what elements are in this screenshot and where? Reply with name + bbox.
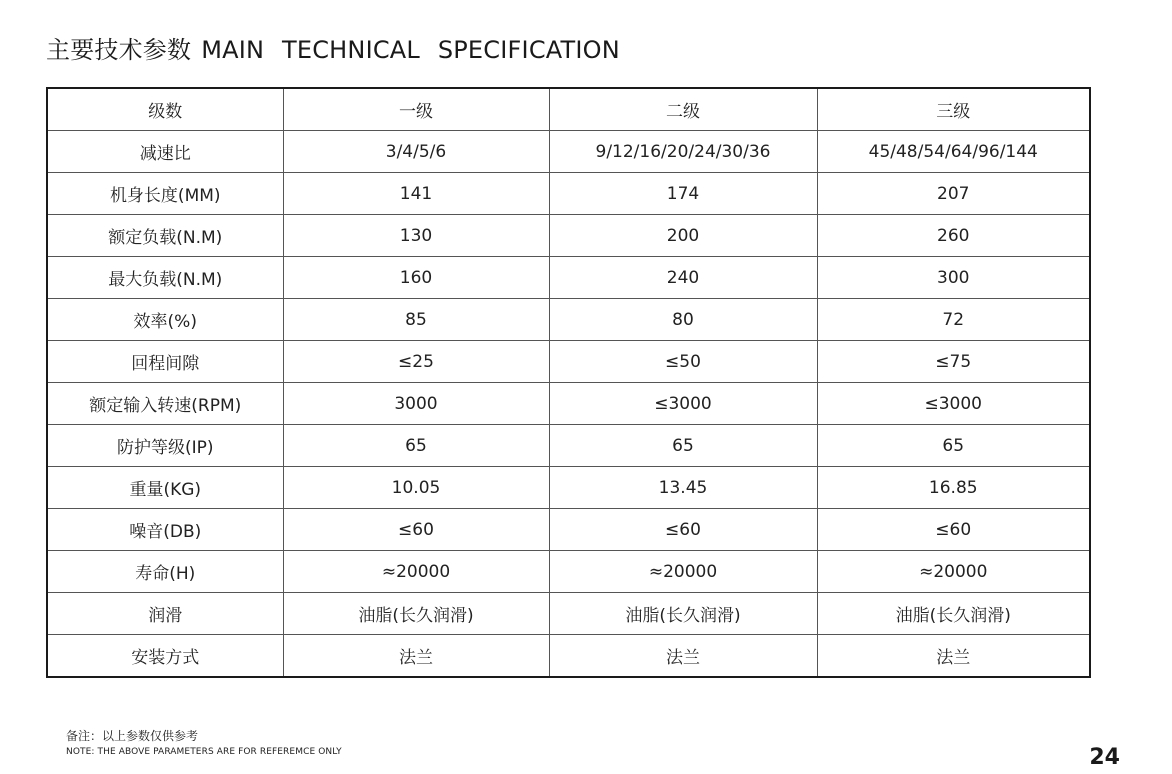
value-stage-1: 130 bbox=[283, 215, 549, 257]
value-stage-3: 法兰 bbox=[817, 635, 1090, 678]
header-stage-1: 一级 bbox=[283, 88, 549, 131]
table-header-row bbox=[47, 88, 1090, 131]
table-row bbox=[47, 131, 1090, 173]
value-stage-3: 45/48/54/64/96/144 bbox=[817, 131, 1090, 173]
table-row bbox=[47, 215, 1090, 257]
value-stage-1: 141 bbox=[283, 173, 549, 215]
title-english: MAIN TECHNICAL SPECIFICATION bbox=[201, 36, 620, 64]
value-stage-2: 65 bbox=[549, 425, 817, 467]
param-label: 减速比 bbox=[47, 131, 283, 173]
value-stage-1: 油脂(长久润滑) bbox=[283, 593, 549, 635]
table-row bbox=[47, 509, 1090, 551]
param-label: 额定输入转速(RPM) bbox=[47, 383, 283, 425]
value-stage-1: ≤25 bbox=[283, 341, 549, 383]
value-stage-2: 9/12/16/20/24/30/36 bbox=[549, 131, 817, 173]
value-stage-2: ≈20000 bbox=[549, 551, 817, 593]
value-stage-1: 85 bbox=[283, 299, 549, 341]
value-stage-3: ≤3000 bbox=[817, 383, 1090, 425]
value-stage-3: 72 bbox=[817, 299, 1090, 341]
spec-table bbox=[46, 87, 1091, 678]
header-stage-2: 二级 bbox=[549, 88, 817, 131]
value-stage-3: 207 bbox=[817, 173, 1090, 215]
value-stage-3: 300 bbox=[817, 257, 1090, 299]
value-stage-3: 16.85 bbox=[817, 467, 1090, 509]
header-stage: 级数 bbox=[47, 88, 283, 131]
value-stage-2: 80 bbox=[549, 299, 817, 341]
value-stage-3: ≤75 bbox=[817, 341, 1090, 383]
value-stage-3: 260 bbox=[817, 215, 1090, 257]
header-stage-3: 三级 bbox=[817, 88, 1090, 131]
param-label: 重量(KG) bbox=[47, 467, 283, 509]
table-row bbox=[47, 173, 1090, 215]
param-label: 寿命(H) bbox=[47, 551, 283, 593]
page-title bbox=[46, 30, 620, 65]
footnote-chinese: 备注：以上参数仅供参考 bbox=[66, 729, 199, 743]
value-stage-1: 法兰 bbox=[283, 635, 549, 678]
table-row bbox=[47, 257, 1090, 299]
table-row bbox=[47, 593, 1090, 635]
value-stage-2: 油脂(长久润滑) bbox=[549, 593, 817, 635]
value-stage-1: ≤60 bbox=[283, 509, 549, 551]
value-stage-1: 65 bbox=[283, 425, 549, 467]
value-stage-2: ≤60 bbox=[549, 509, 817, 551]
value-stage-2: ≤50 bbox=[549, 341, 817, 383]
value-stage-3: ≈20000 bbox=[817, 551, 1090, 593]
param-label: 效率(%) bbox=[47, 299, 283, 341]
value-stage-2: 240 bbox=[549, 257, 817, 299]
footnote bbox=[66, 728, 342, 758]
value-stage-2: 174 bbox=[549, 173, 817, 215]
value-stage-1: 160 bbox=[283, 257, 549, 299]
table-row bbox=[47, 383, 1090, 425]
value-stage-1: 10.05 bbox=[283, 467, 549, 509]
value-stage-3: 65 bbox=[817, 425, 1090, 467]
param-label: 润滑 bbox=[47, 593, 283, 635]
param-label: 最大负载(N.M) bbox=[47, 257, 283, 299]
table-row bbox=[47, 425, 1090, 467]
value-stage-1: 3000 bbox=[283, 383, 549, 425]
table-row bbox=[47, 299, 1090, 341]
value-stage-3: 油脂(长久润滑) bbox=[817, 593, 1090, 635]
param-label: 额定负载(N.M) bbox=[47, 215, 283, 257]
table-row bbox=[47, 551, 1090, 593]
param-label: 噪音(DB) bbox=[47, 509, 283, 551]
value-stage-1: ≈20000 bbox=[283, 551, 549, 593]
param-label: 机身长度(MM) bbox=[47, 173, 283, 215]
value-stage-1: 3/4/5/6 bbox=[283, 131, 549, 173]
page-number: 24 bbox=[1089, 745, 1120, 770]
value-stage-3: ≤60 bbox=[817, 509, 1090, 551]
title-chinese: 主要技术参数 bbox=[46, 36, 192, 64]
param-label: 回程间隙 bbox=[47, 341, 283, 383]
value-stage-2: ≤3000 bbox=[549, 383, 817, 425]
table-row bbox=[47, 635, 1090, 678]
value-stage-2: 法兰 bbox=[549, 635, 817, 678]
param-label: 防护等级(IP) bbox=[47, 425, 283, 467]
table-row bbox=[47, 467, 1090, 509]
value-stage-2: 200 bbox=[549, 215, 817, 257]
value-stage-2: 13.45 bbox=[549, 467, 817, 509]
table-row bbox=[47, 341, 1090, 383]
footnote-english: NOTE: THE ABOVE PARAMETERS ARE FOR REFEREMCE ONLY bbox=[66, 747, 342, 757]
param-label: 安装方式 bbox=[47, 635, 283, 678]
